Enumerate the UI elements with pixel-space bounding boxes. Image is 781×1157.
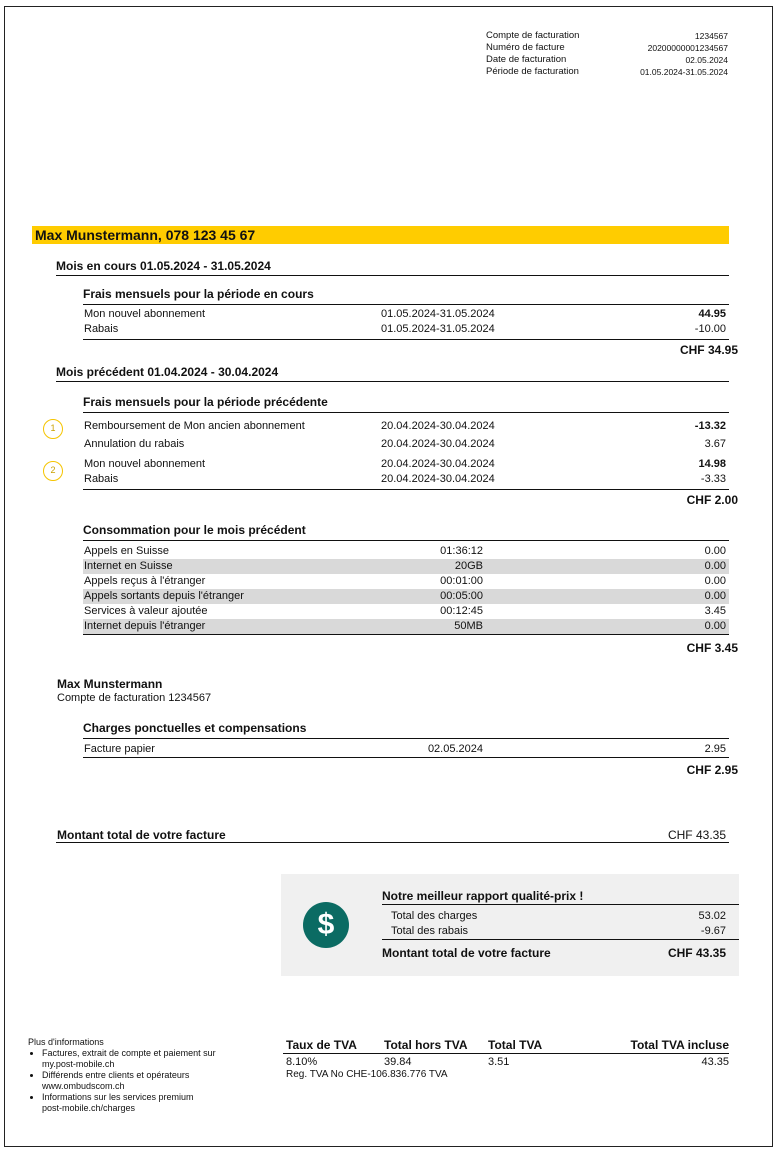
table-row: Appels sortants depuis l'étranger 00:05:00 0.00 — [83, 589, 729, 604]
onetime-subtotal: CHF 2.95 — [686, 763, 738, 777]
invoice-meta — [486, 30, 728, 78]
footer-title: Plus d'informations — [28, 1037, 104, 1047]
account-number-line: Compte de facturation 1234567 — [57, 692, 212, 704]
table-row: Appels reçus à l'étranger 00:01:00 0.00 — [84, 575, 726, 587]
divider — [83, 339, 729, 340]
previous-fees-heading: Frais mensuels pour la période précédente — [83, 395, 729, 413]
current-month-heading: Mois en cours 01.05.2024 - 31.05.2024 — [56, 259, 729, 276]
customer-banner — [32, 226, 729, 244]
customer-line: Max Munstermann, 078 123 45 67 — [35, 227, 256, 243]
list-item: • Informations sur les services premium post-mobile.ch/charges — [42, 1092, 258, 1114]
consumption-heading: Consommation pour le mois précédent — [83, 523, 729, 541]
meta-row: Compte de facturation 1234567 — [486, 30, 728, 41]
footer-list — [28, 1048, 258, 1114]
footer-link[interactable]: www.ombudscom.ch — [42, 1081, 125, 1091]
previous-subtotal: CHF 2.00 — [686, 493, 738, 507]
previous-month-heading: Mois précédent 01.04.2024 - 30.04.2024 — [56, 365, 729, 382]
marker-2-icon: 2 — [43, 461, 63, 481]
divider — [83, 489, 729, 490]
vat-rate-header: Taux de TVA — [286, 1038, 357, 1052]
table-row: Rabais 01.05.2024-31.05.2024 -10.00 — [84, 323, 726, 335]
dollar-icon: $ — [303, 902, 349, 948]
list-item: • Différends entre clients et opérateurs www.ombudscom.ch — [42, 1070, 258, 1092]
vat-registration: Reg. TVA No CHE-106.836.776 TVA — [286, 1069, 448, 1080]
vat-net-header: Total hors TVA — [384, 1038, 468, 1052]
table-row: Services à valeur ajoutée 00:12:45 3.45 — [84, 605, 726, 617]
vat-value-row: 8.10% 39.84 3.51 43.35 — [286, 1056, 729, 1068]
account-name: Max Munstermann — [57, 677, 163, 691]
grand-total-value: CHF 43.35 — [667, 828, 726, 842]
promo-total-label: Montant total de votre facture — [382, 946, 551, 960]
vat-header-row — [283, 1038, 729, 1054]
grand-total-label: Montant total de votre facture — [57, 828, 226, 842]
table-row: Appels en Suisse 01:36:12 0.00 — [84, 545, 726, 557]
promo-discounts-value: -9.67 — [700, 925, 726, 937]
divider — [83, 757, 729, 758]
footer-link[interactable]: post-mobile.ch/charges — [42, 1103, 136, 1113]
table-row: Rabais 20.04.2024-30.04.2024 -3.33 — [84, 473, 726, 485]
promo-total-value: CHF 43.35 — [667, 946, 726, 960]
vat-table — [283, 1038, 729, 1082]
list-item: • Factures, extrait de compte et paiement sur my.post-mobile.ch — [42, 1048, 258, 1070]
grand-total-row — [56, 827, 729, 843]
table-row: Remboursement de Mon ancien abonnement 20.04.2024-30.04.2024 -13.32 — [84, 420, 726, 432]
consumption-subtotal: CHF 3.45 — [686, 641, 738, 655]
table-row: Internet depuis l'étranger 50MB 0.00 — [83, 619, 729, 634]
table-row: Internet en Suisse 20GB 0.00 — [83, 559, 729, 574]
onetime-heading: Charges ponctuelles et compensations — [83, 721, 729, 739]
table-row: Mon nouvel abonnement 01.05.2024-31.05.2024 44.95 — [84, 308, 726, 320]
vat-amount-header: Total TVA — [488, 1038, 543, 1052]
table-row: Mon nouvel abonnement 20.04.2024-30.04.2024 14.98 — [84, 458, 726, 470]
promo-charges-label: Total des charges — [391, 910, 478, 922]
marker-1-icon: 1 — [43, 419, 63, 439]
meta-row: Numéro de facture 20200000001234567 — [486, 42, 728, 53]
meta-row: Période de facturation 01.05.2024-31.05.2024 — [486, 66, 728, 77]
promo-discounts-label: Total des rabais — [391, 925, 469, 937]
promo-charges-value: 53.02 — [698, 910, 726, 922]
table-row: Facture papier 02.05.2024 2.95 — [84, 743, 726, 755]
divider — [83, 634, 729, 635]
footer-link[interactable]: my.post-mobile.ch — [42, 1059, 115, 1069]
meta-row: Date de facturation 02.05.2024 — [486, 54, 728, 65]
current-fees-heading: Frais mensuels pour la période en cours — [83, 287, 729, 305]
table-row: Annulation du rabais 20.04.2024-30.04.2024 3.67 — [84, 438, 726, 450]
vat-gross-header: Total TVA incluse — [630, 1038, 729, 1052]
promo-title: Notre meilleur rapport qualité-prix ! — [382, 889, 739, 905]
footer-info — [28, 1037, 258, 1114]
current-subtotal: CHF 34.95 — [679, 343, 738, 357]
divider — [382, 939, 739, 940]
promo-box — [281, 874, 739, 976]
